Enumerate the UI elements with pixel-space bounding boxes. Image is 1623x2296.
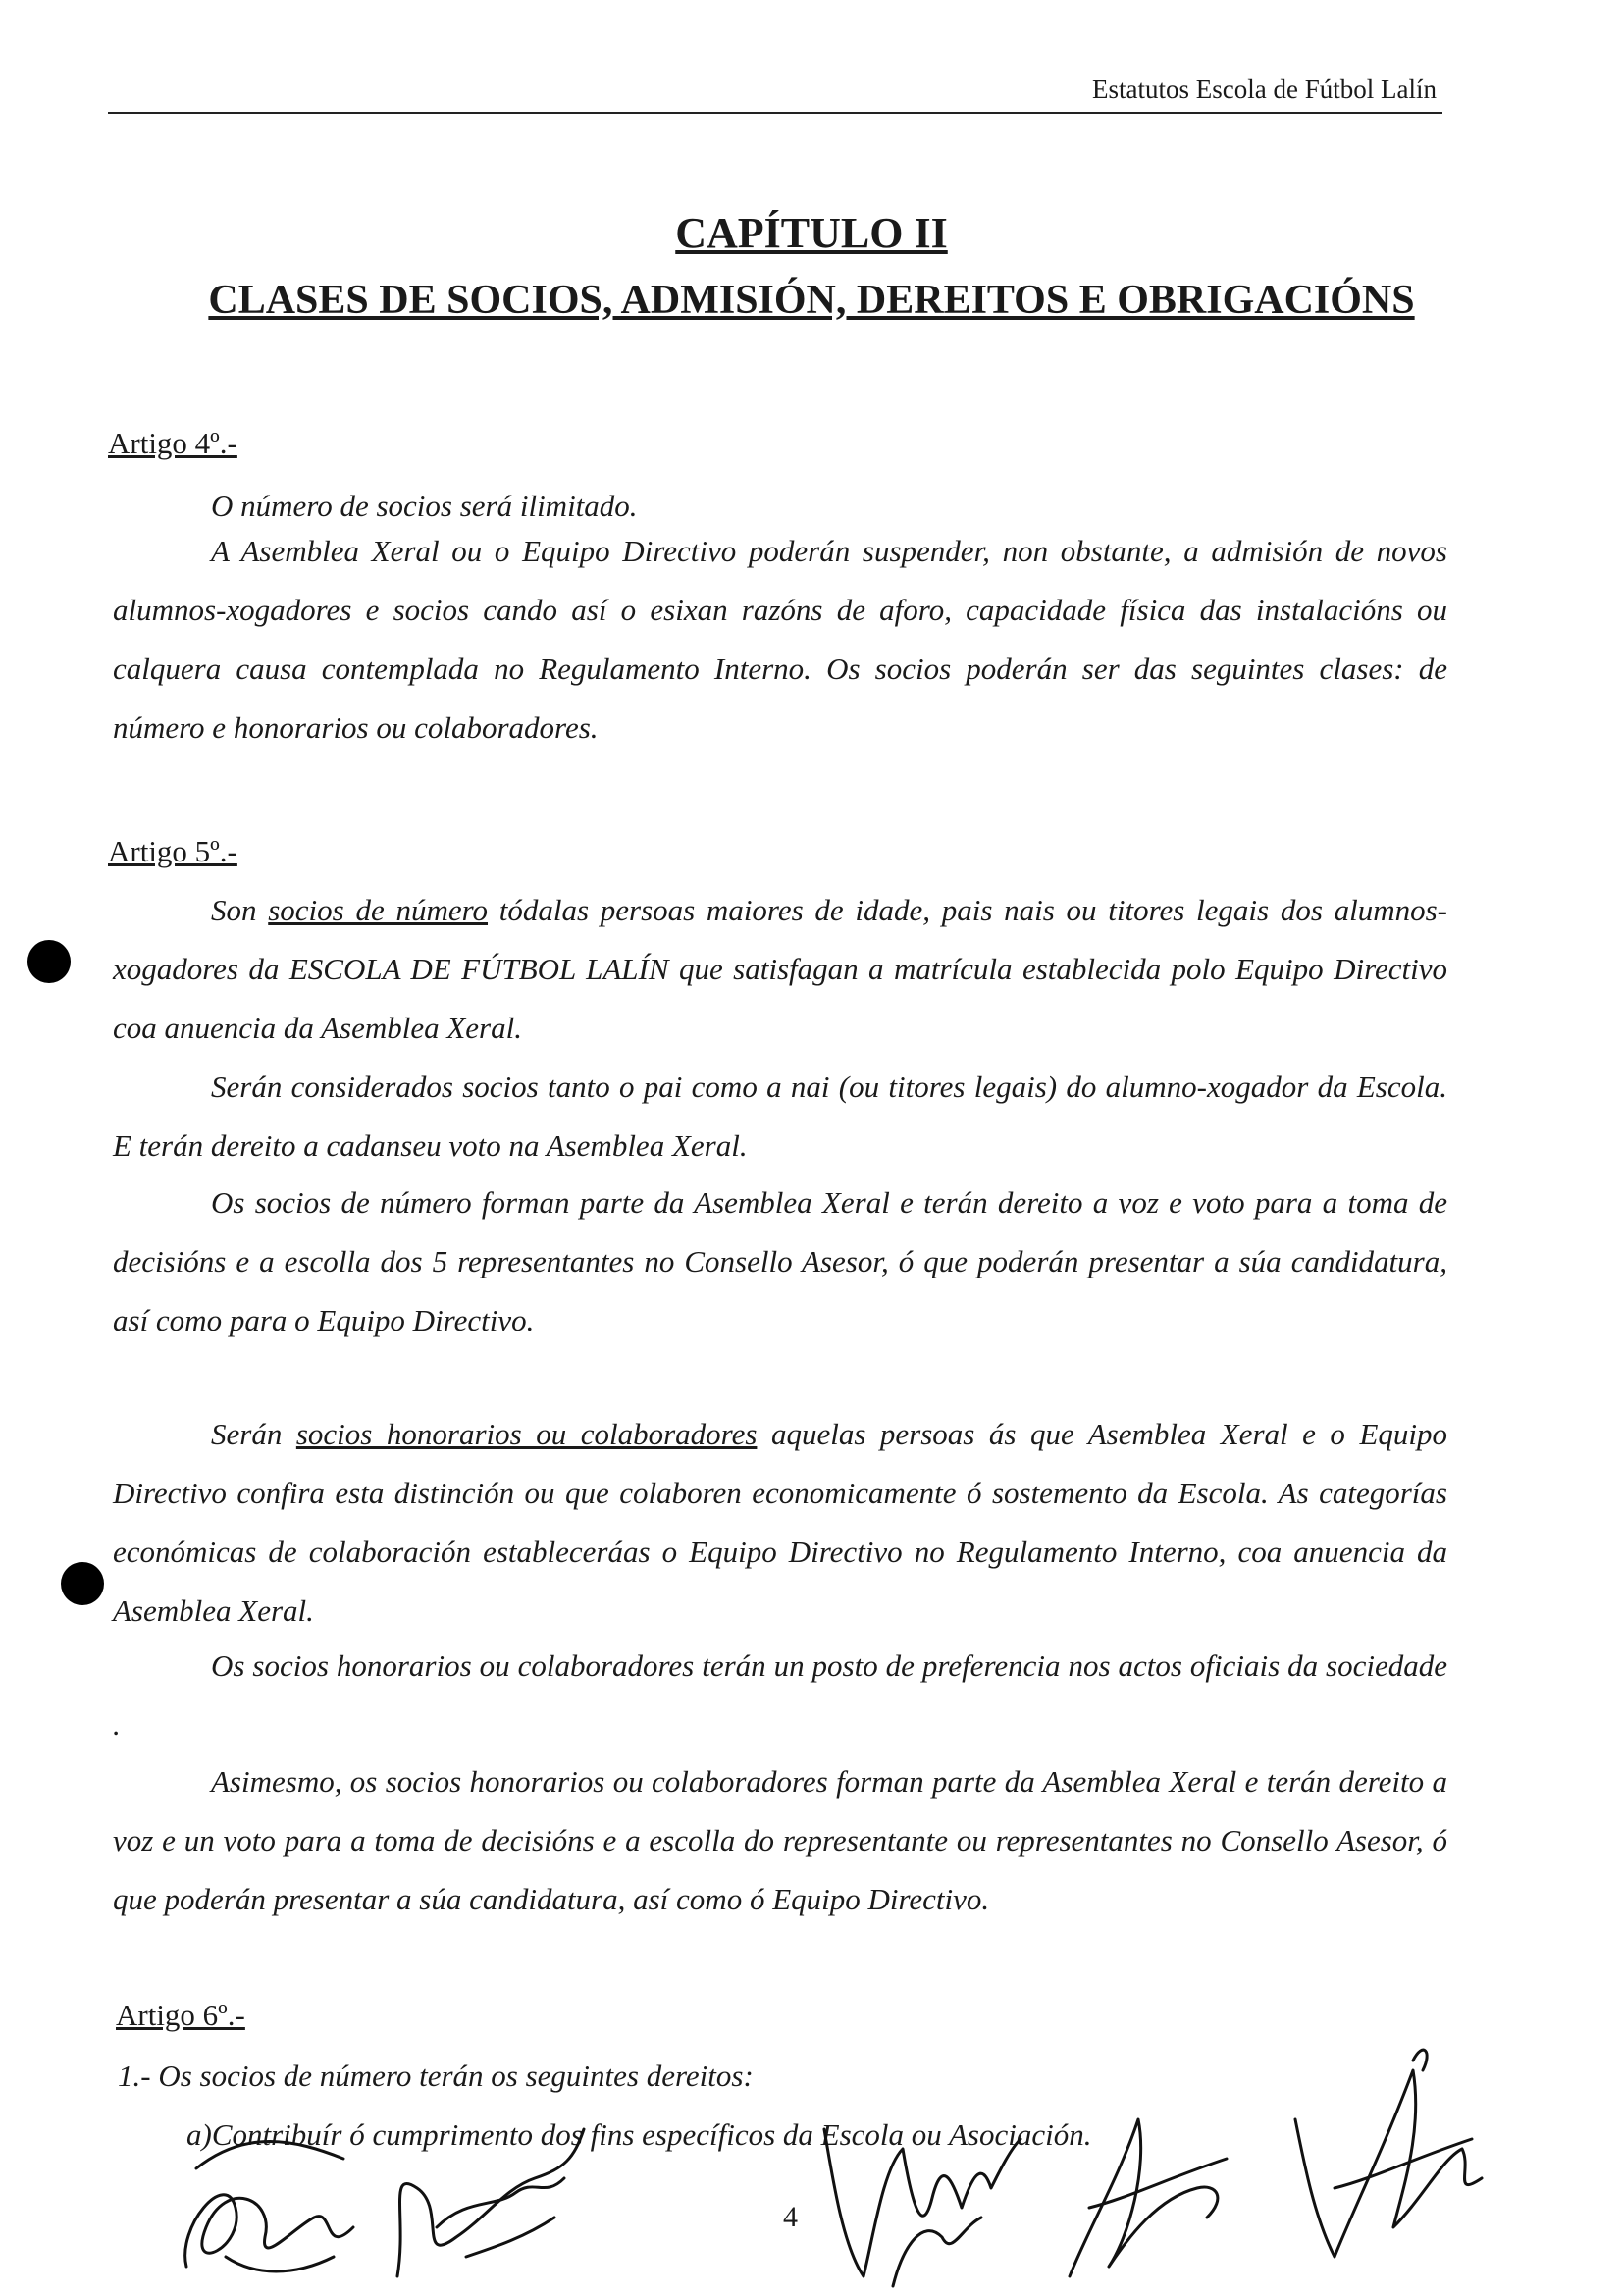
article-5-p1-before: Son: [211, 893, 269, 927]
article-5-p4-before: Serán: [211, 1417, 296, 1451]
article-6-item-1: 1.- Os socios de número terán os seguintes dereitos:: [118, 2059, 754, 2093]
chapter-title: CAPÍTULO II: [675, 209, 948, 257]
article-5-paragraph-3: Os socios de número forman parte da Asemblea Xeral e terán dereito a voz e voto para a toma de decisións e a escolla dos 5 representantes no Consello Asesor, ó que poderán presentar a súa candidatura, así como para o Equipo Directivo.: [113, 1185, 1447, 1337]
signature-4: [1030, 2080, 1246, 2295]
article-6-item-1a: a)Contribuír ó cumprimento dos fins específicos da Escola ou Asociación.: [186, 2117, 1092, 2152]
article-5-paragraph-4: [113, 1405, 1447, 1641]
article-5-paragraph-2: Serán considerados socios tanto o pai como a nai (ou titores legais) do alumno-xogador da Escola. E terán dereito a cadanseu voto na Asemblea Xeral.: [113, 1070, 1447, 1163]
article-5-heading: Artigo 5º.-: [108, 834, 237, 868]
term-socios-de-numero: socios de número: [268, 893, 489, 927]
signature-3: [805, 2090, 1030, 2295]
chapter-subtitle: CLASES DE SOCIOS, ADMISIÓN, DEREITOS E OBRIGACIÓNS: [208, 278, 1415, 323]
signature-2: [378, 2100, 603, 2296]
article-5-paragraph-5: Os socios honorarios ou colaboradores terán un posto de preferencia nos actos oficiais da sociedade .: [113, 1648, 1447, 1742]
binder-hole-mark: [61, 1562, 104, 1605]
article-5-p4-after: aquelas persoas ás que Asemblea Xeral e o Equipo Directivo confira esta distinción ou que colaboren economicamente ó sostemento da Escola. As categorías económicas de colaboración estableceráas o Equipo Directivo no Regulamento Interno, coa anuencia da Asemblea Xeral.: [113, 1417, 1447, 1628]
article-5-paragraph-1: [113, 881, 1447, 1058]
article-5-paragraph-6: Asimesmo, os socios honorarios ou colaboradores forman parte da Asemblea Xeral e terán dereito a voz e un voto para a toma de decisións e a escolla do representante ou representantes no Consello Asesor, ó que poderán presentar a súa candidatura, así como ó Equipo Directivo.: [113, 1764, 1447, 1916]
binder-hole-mark: [27, 940, 71, 983]
page-number: 4: [783, 2201, 798, 2233]
article-6-heading: Artigo 6º.-: [116, 1998, 245, 2032]
header-rule: [108, 112, 1442, 114]
article-4-heading: Artigo 4º.-: [108, 426, 237, 460]
article-5-p1-after: tódalas persoas maiores de idade, pais nais ou titores legais dos alumnos-xogadores da ESCOLA DE FÚTBOL LALÍN que satisfagan a matrícula establecida polo Equipo Directivo coa anuencia da Asemblea Xeral.: [113, 893, 1448, 1045]
signature-1: [167, 2110, 373, 2296]
running-header-title: Estatutos Escola de Fútbol Lalín: [1092, 75, 1437, 104]
article-4-paragraph-1: O número de socios será ilimitado.: [211, 489, 638, 523]
term-socios-honorarios: socios honorarios ou colaboradores: [295, 1417, 758, 1451]
signature-5: [1276, 2031, 1492, 2286]
article-4-paragraph-2: A Asemblea Xeral ou o Equipo Directivo poderán suspender, non obstante, a admisión de novos alumnos-xogadores e socios cando así o esixan razóns de aforo, capacidade física das instalacións ou calquera causa contemplada no Regulamento Interno. Os socios poderán ser das seguintes clases: de número e honorarios ou colaboradores.: [113, 534, 1447, 745]
